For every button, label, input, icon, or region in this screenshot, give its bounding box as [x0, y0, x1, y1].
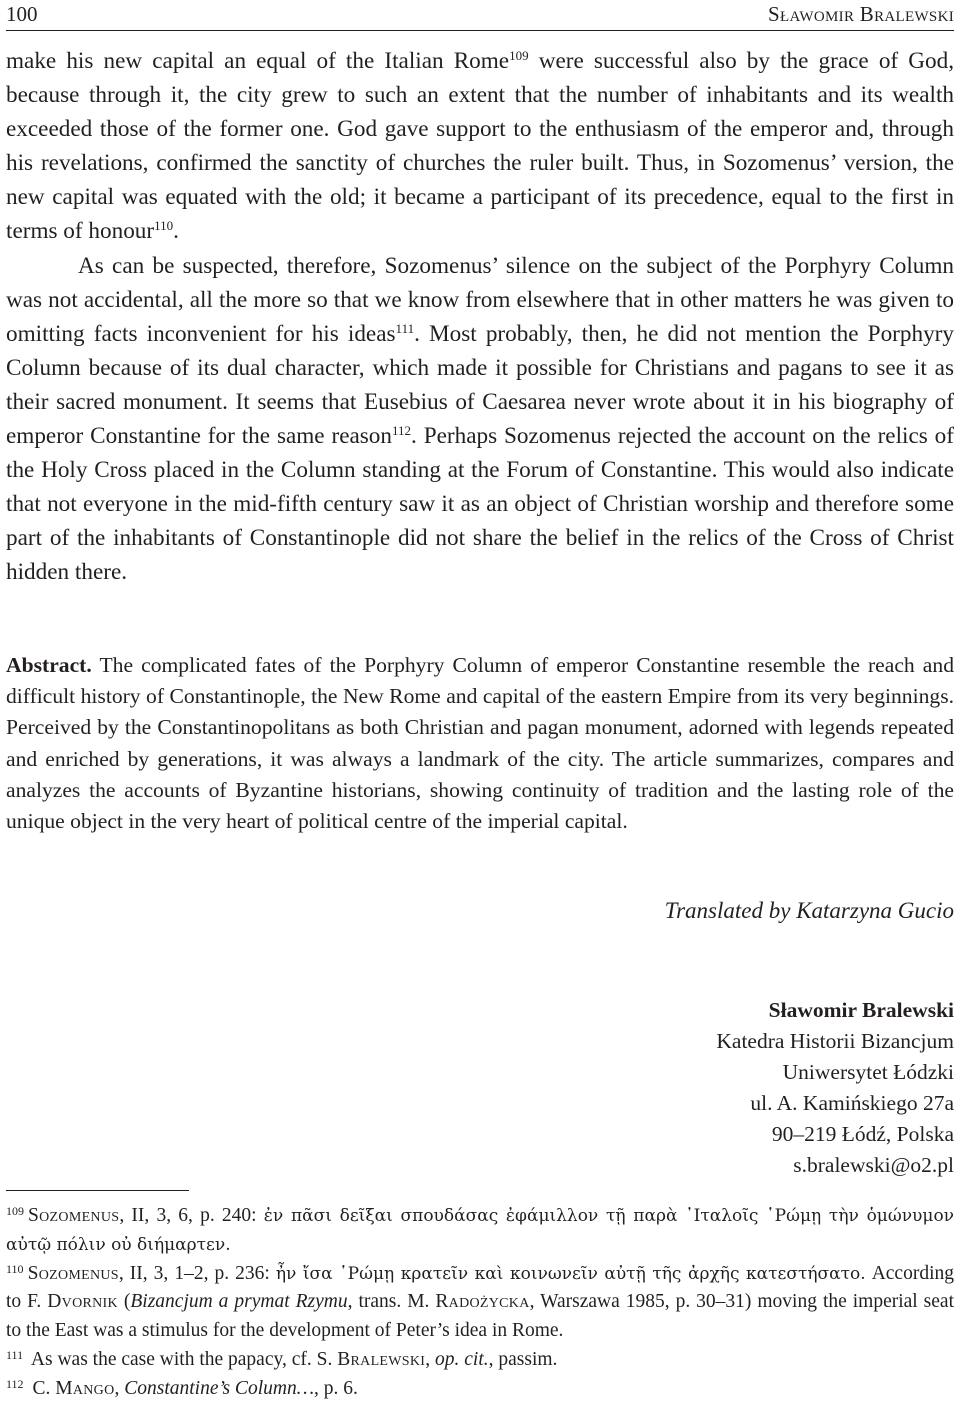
footnote-110 — [6, 1260, 954, 1346]
footnote-ref-111[interactable]: 111 — [395, 320, 415, 336]
abstract-text: The complicated fates of the Porphyry Column of emperor Constantine resemble the reach and difficult history of Constantinople, the New Rome and capital of the eastern Empire from its very beginnings. Perceived by the Constantinopolitans as both Christian and pagan monument, adorned with legends repeated and enriched by generations, it was always a landmark of the city. The article summarizes, compares and analyzes the accounts of Byzantine historians, showing continuity of tradition and the lasting role of the unique object in the very heart of political centre of the imperial capital. — [6, 653, 954, 834]
translator-credit: Translated by Katarzyna Gucio — [664, 898, 954, 923]
footnote-author: Sozomenus — [28, 1205, 120, 1226]
footnote-author: Mango — [55, 1377, 115, 1399]
footnote-ref-109[interactable]: 109 — [509, 48, 529, 63]
paragraph-1-end: . — [173, 218, 179, 245]
page-number: 100 — [6, 2, 38, 26]
author-street: ul. A. Kamińskiego 27a — [750, 1091, 954, 1115]
footnote-112 — [6, 1375, 954, 1404]
author-address — [716, 995, 954, 1181]
footnote-text: , Warszawa 1985, p. 30–31) moving the imperial seat to the East was a stimulus for the development of Peter’s idea in Rome. — [6, 1291, 954, 1342]
author-department: Katedra Historii Bizancjum — [716, 1029, 954, 1053]
paragraph-1-text-cont: were successful also by the grace of God, because through it, the city grew to such an extent that the number of inhabitants and its wealth exceeded those of the former one. God gave support to the enthusiasm of the emperor and, through his revelations, confirmed the sanctity of churches the ruler built. Thus, in Sozomenus’ version, the new capital was equated with the old; it became a participant of its precedence, equal to the first in terms of honour — [6, 48, 954, 245]
paragraph-1-text: make his new capital an equal of the Italian Rome — [6, 48, 510, 74]
footnote-translator: Radożycka — [435, 1291, 530, 1313]
footnote-text: , trans. M. — [347, 1291, 436, 1313]
paragraph-1 — [6, 44, 954, 249]
footnote-title: Constantine’s Column… — [124, 1377, 315, 1399]
author-email[interactable]: s.bralewski@o2.pl — [793, 1153, 954, 1177]
footnote-111 — [6, 1346, 954, 1375]
footnote-text: , — [425, 1348, 435, 1370]
paragraph-2 — [6, 249, 954, 590]
footnotes — [6, 1202, 954, 1404]
footnote-divider — [6, 1190, 189, 1191]
author-city: 90–219 Łódź, Polska — [771, 1122, 954, 1146]
paragraph-2-end: . Perhaps Sozomenus rejected the account on the relics of the Holy Cross placed in the Column standing at the Forum of Constantine. This would also indicate that not everyone in the mid-fifth century saw it as an object of Christian worship and therefore some part of the inhabitants of Constantinople did not share the belief in the relics of the Cross of Christ hidden there. — [6, 423, 954, 586]
footnote-number: 111 — [6, 1347, 24, 1362]
footnote-opcit: op. cit. — [435, 1348, 489, 1370]
running-head: Sławomir Bralewski — [768, 2, 954, 26]
abstract-label: Abstract. — [6, 653, 92, 677]
author-university: Uniwersytet Łódzki — [782, 1060, 954, 1084]
footnote-text: , p. 6. — [314, 1377, 358, 1399]
footnote-text: C. — [27, 1377, 56, 1399]
footnote-number: 110 — [6, 1261, 24, 1276]
footnote-title: Bizancjum a prymat Rzymu — [130, 1291, 348, 1313]
footnote-greek-quote: ἐν πᾶσι δεῖξαι σπουδάσας ἐφάμιλλον τῇ παρὰ ᾿Ιταλοῖς ῾Ρώμῃ τὴν ὁμώνυμον αὐτῷ πόλιν οὐ διήμαρτεν. — [6, 1206, 955, 1255]
footnote-author: Dvornik — [47, 1291, 118, 1313]
body-text — [6, 44, 954, 590]
footnote-text: ( — [117, 1291, 131, 1313]
page-header — [6, 0, 954, 31]
paragraph-2-text: As can be suspected, therefore, Sozomenus’ silence on the subject of the Porphyry Column was not accidental, all the more so that we know from elsewhere that in other matters he was given to omitting facts inconvenient for his ideas — [6, 252, 954, 347]
footnote-ref-112[interactable]: 112 — [392, 423, 412, 439]
footnote-number: 112 — [6, 1376, 24, 1391]
footnote-greek-quote: ἦν ἴσα ῾Ρώμῃ κρατεῖν καὶ κοινωνεῖν αὐτῇ τῆς ἀρχῆς κατεστήσατο. — [275, 1263, 866, 1284]
footnote-text: , II, 3, 1–2, p. 236: — [118, 1262, 276, 1284]
footnote-ref-110[interactable]: 110 — [154, 218, 174, 234]
footnote-author: Sozomenus — [27, 1262, 119, 1284]
footnote-text: , — [114, 1377, 125, 1399]
footnote-number: 109 — [6, 1204, 24, 1218]
footnote-text: According to F. — [6, 1262, 954, 1313]
author-name: Sławomir Bralewski — [768, 998, 954, 1022]
footnote-text: , passim. — [488, 1348, 558, 1370]
footnote-109 — [6, 1202, 954, 1260]
footnote-text: As was the case with the papacy, cf. S. — [27, 1348, 338, 1370]
paragraph-2-text-cont: . Most probably, then, he did not mention the Porphyry Column because of its dual character, which made it possible for Christians and pagans to see it as their sacred monument. It seems that Eusebius of Caesarea never wrote about it in his biography of emperor Constantine for the same reason — [6, 320, 954, 450]
footnote-text: , II, 3, 6, p. 240: — [119, 1205, 264, 1226]
footnote-author: Bralewski — [337, 1348, 426, 1370]
abstract — [6, 650, 954, 837]
